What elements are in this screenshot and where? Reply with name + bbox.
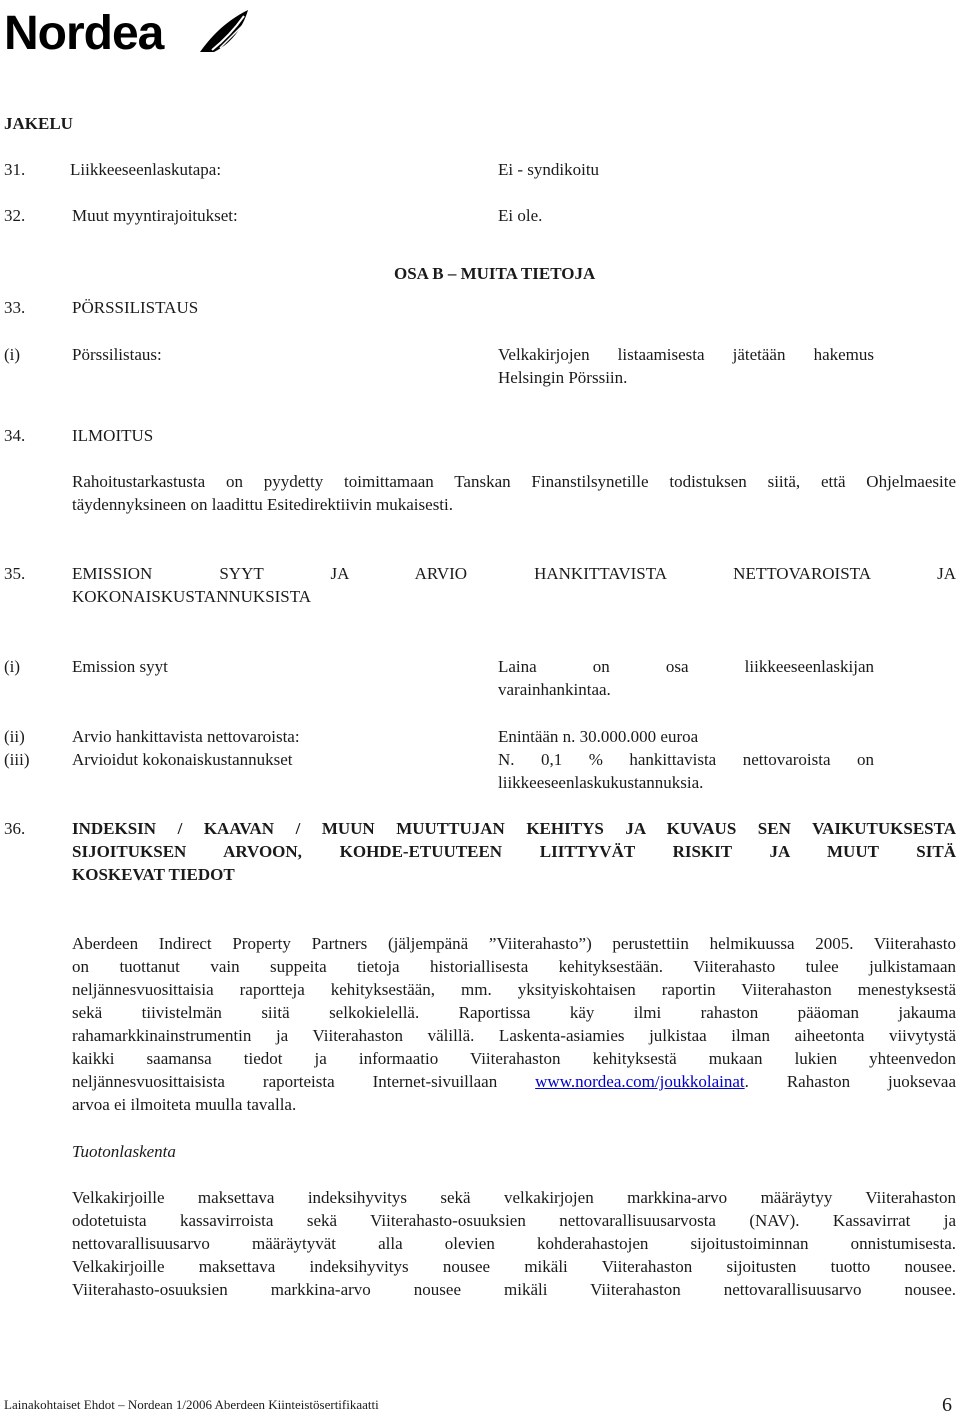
- section-35-number: 35.: [4, 564, 26, 583]
- paragraph-1-line: on tuottanut vain suppeita tietoja historiallisesta kehityksestään. Viiterahasto tulee julkistamaan: [72, 957, 956, 976]
- paragraph-1-line: arvoa ei ilmoiteta muulla tavalla.: [72, 1095, 297, 1114]
- paragraph-1-line: rahamarkkinainstrumentin ja Viiterahaston välillä. Laskenta-asiamies julkistaa ilman aiheetonta viivytystä: [72, 1026, 956, 1045]
- section-36-number: 36.: [4, 819, 26, 838]
- sail-icon: [194, 8, 252, 54]
- paragraph-2-line: odotetuista kassavirroista sekä Viiterahasto-osuuksien nettovarallisuusarvosta (NAV). Kassavirrat ja: [72, 1211, 956, 1230]
- item-33i-value-line1: Velkakirjojen listaamisesta jätetään hakemus: [498, 345, 874, 364]
- footer-text: Lainakohtaiset Ehdot – Nordean 1/2006 Aberdeen Kiinteistösertifikaatti: [4, 1397, 379, 1412]
- paragraph-1-line: sekä tiivistelmän siitä selkokielellä. Raportissa käy ilmi rahaston pääoman jakauma: [72, 1003, 956, 1022]
- item-35ii-number: (ii): [4, 727, 25, 746]
- paragraph-2-line: Velkakirjoille maksettava indeksihyvitys nousee mikäli Viiterahaston sijoitusten tuotto nousee.: [72, 1257, 956, 1276]
- paragraph-1-text: neljännesvuosittaisista raporteista Internet-sivuillaan: [72, 1072, 536, 1091]
- item-31-value: Ei - syndikoitu: [498, 160, 600, 179]
- item-35ii-label: Arvio hankittavista nettovaroista:: [72, 727, 300, 746]
- item-33i-value-line2: Helsingin Pörssiin.: [498, 368, 628, 387]
- item-31-number: 31.: [4, 160, 26, 179]
- section-34-number: 34.: [4, 426, 26, 445]
- osa-b-heading: OSA B – MUITA TIETOJA: [394, 264, 596, 283]
- item-32-number: 32.: [4, 206, 26, 225]
- section-34-title: ILMOITUS: [72, 426, 154, 445]
- section-34-text-line1: Rahoitustarkastusta on pyydetty toimittamaan Tanskan Finanstilsynetille todistuksen siitä, että Ohjelmaesite: [72, 472, 956, 491]
- paragraph-1-line: Aberdeen Indirect Property Partners (jäljempänä ”Viiterahasto”) perustettiin helmikuussa 2005. Viiterahasto: [72, 934, 956, 953]
- section-35-title-line2: KOKONAISKUSTANNUKSISTA: [72, 587, 312, 606]
- section-36-title-line3: KOSKEVAT TIEDOT: [72, 865, 235, 884]
- item-35iii-value-line2: liikkeeseenlaskukustannuksia.: [498, 773, 704, 792]
- item-35i-value-line2: varainhankintaa.: [498, 680, 611, 699]
- paragraph-1-text: . Rahaston juoksevaa: [744, 1072, 956, 1091]
- section-36-title-line2: SIJOITUKSEN ARVOON, KOHDE-ETUUTEEN LIITTYVÄT RISKIT JA MUUT SITÄ: [72, 842, 956, 861]
- nordea-logo: [4, 6, 250, 58]
- item-33i-number: (i): [4, 345, 21, 364]
- item-32-label: Muut myyntirajoitukset:: [72, 206, 238, 225]
- paragraph-2-line: nettovarallisuusarvo määräytyvät alla olevien kohderahastojen sijoitustoiminnan onnistumisesta.: [72, 1234, 956, 1253]
- section-36-paragraph-2: [72, 1186, 956, 1301]
- item-32-value: Ei ole.: [498, 206, 543, 225]
- item-35iii-label: Arvioidut kokonaiskustannukset: [72, 750, 293, 769]
- jakelu-heading: JAKELU: [4, 114, 73, 133]
- paragraph-1-line: neljännesvuosittaisia raportteja kehityksestään, mm. yksityiskohtaisen raportin Viiterahaston menestyksestä: [72, 980, 956, 999]
- item-35iii-value-line1: N. 0,1 % hankittavista nettovaroista on: [498, 750, 874, 769]
- section-33-number: 33.: [4, 298, 26, 317]
- item-35ii-value: Enintään n. 30.000.000 euroa: [498, 727, 699, 746]
- section-35-title-line1: EMISSION SYYT JA ARVIO HANKITTAVISTA NETTOVAROISTA JA: [72, 564, 956, 583]
- item-35i-number: (i): [4, 657, 21, 676]
- section-34-text-line2: täydennyksineen on laadittu Esitedirektiivin mukaisesti.: [72, 495, 454, 514]
- section-36-title-line1: INDEKSIN / KAAVAN / MUUN MUUTTUJAN KEHITYS JA KUVAUS SEN VAIKUTUKSESTA: [72, 819, 956, 838]
- subheading-tuotonlaskenta: Tuotonlaskenta: [72, 1142, 176, 1161]
- paragraph-1-line-with-link: [72, 1070, 956, 1093]
- paragraph-2-line: Velkakirjoille maksettava indeksihyvitys sekä velkakirjojen markkina-arvo määräytyy Viiterahaston: [72, 1188, 956, 1207]
- section-36-paragraph-1: [72, 932, 956, 1116]
- item-31-label: Liikkeeseenlaskutapa:: [70, 160, 222, 179]
- page-number: 6: [942, 1394, 952, 1416]
- logo-wordmark: Nordea: [4, 7, 164, 60]
- item-35iii-number: (iii): [4, 750, 30, 769]
- section-33-title: PÖRSSILISTAUS: [72, 298, 199, 317]
- paragraph-2-line: Viiterahasto-osuuksien markkina-arvo nousee mikäli Viiterahaston nettovarallisuusarvo nousee.: [72, 1280, 956, 1299]
- joukkolainat-link[interactable]: www.nordea.com/joukkolainat: [535, 1072, 745, 1091]
- paragraph-1-line: kaikki saamansa tiedot ja informaatio Viiterahaston kehityksestä mukaan lukien yhteenvedon: [72, 1049, 956, 1068]
- item-35i-label: Emission syyt: [72, 657, 168, 676]
- item-35i-value-line1: Laina on osa liikkeeseenlaskijan: [498, 657, 874, 676]
- item-33i-label: Pörssilistaus:: [72, 345, 162, 364]
